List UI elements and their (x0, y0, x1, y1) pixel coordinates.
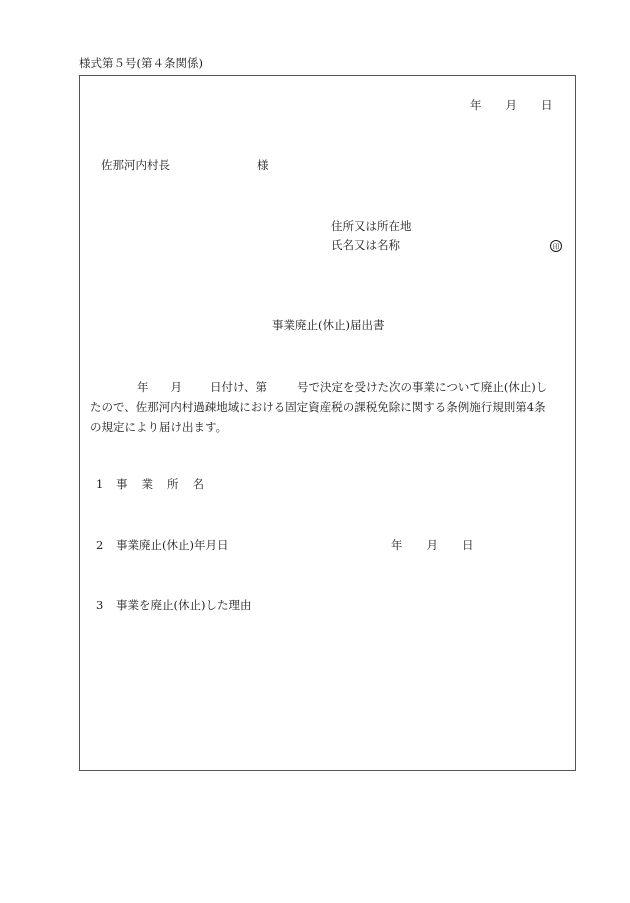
body-line-1: 年 月 日付け、第 号で決定を受けた次の事業について廃止(休止)し (137, 380, 548, 394)
body-paragraph (90, 377, 563, 437)
address-label: 住所又は所在地 (331, 219, 412, 233)
seal-icon: 印 (550, 240, 562, 252)
item-closure-date: 2 事業廃止(休止)年月日 (96, 538, 229, 552)
addressee: 佐那河内村長 (101, 158, 170, 172)
date-day: 日 (541, 98, 553, 112)
date-month: 月 (505, 98, 517, 112)
closure-date-fields: 年 月 日 (391, 538, 474, 552)
name-label: 氏名又は名称 (331, 238, 400, 252)
body-line-2: たので、佐那河内村過疎地域における固定資産税の課税免除に関する条例施行規則第4条 (90, 400, 546, 414)
date-year: 年 (470, 98, 482, 112)
form-number-label: 様式第５号(第４条関係) (79, 56, 203, 70)
body-line-3: の規定により届け出ます。 (90, 420, 228, 434)
honorific: 様 (257, 158, 269, 172)
document-title: 事業廃止(休止)届出書 (272, 318, 385, 332)
item-business-name: 1 事 業 所 名 (96, 477, 204, 491)
submission-date (470, 100, 553, 112)
item-closure-reason: 3 事業を廃止(休止)した理由 (96, 598, 252, 612)
